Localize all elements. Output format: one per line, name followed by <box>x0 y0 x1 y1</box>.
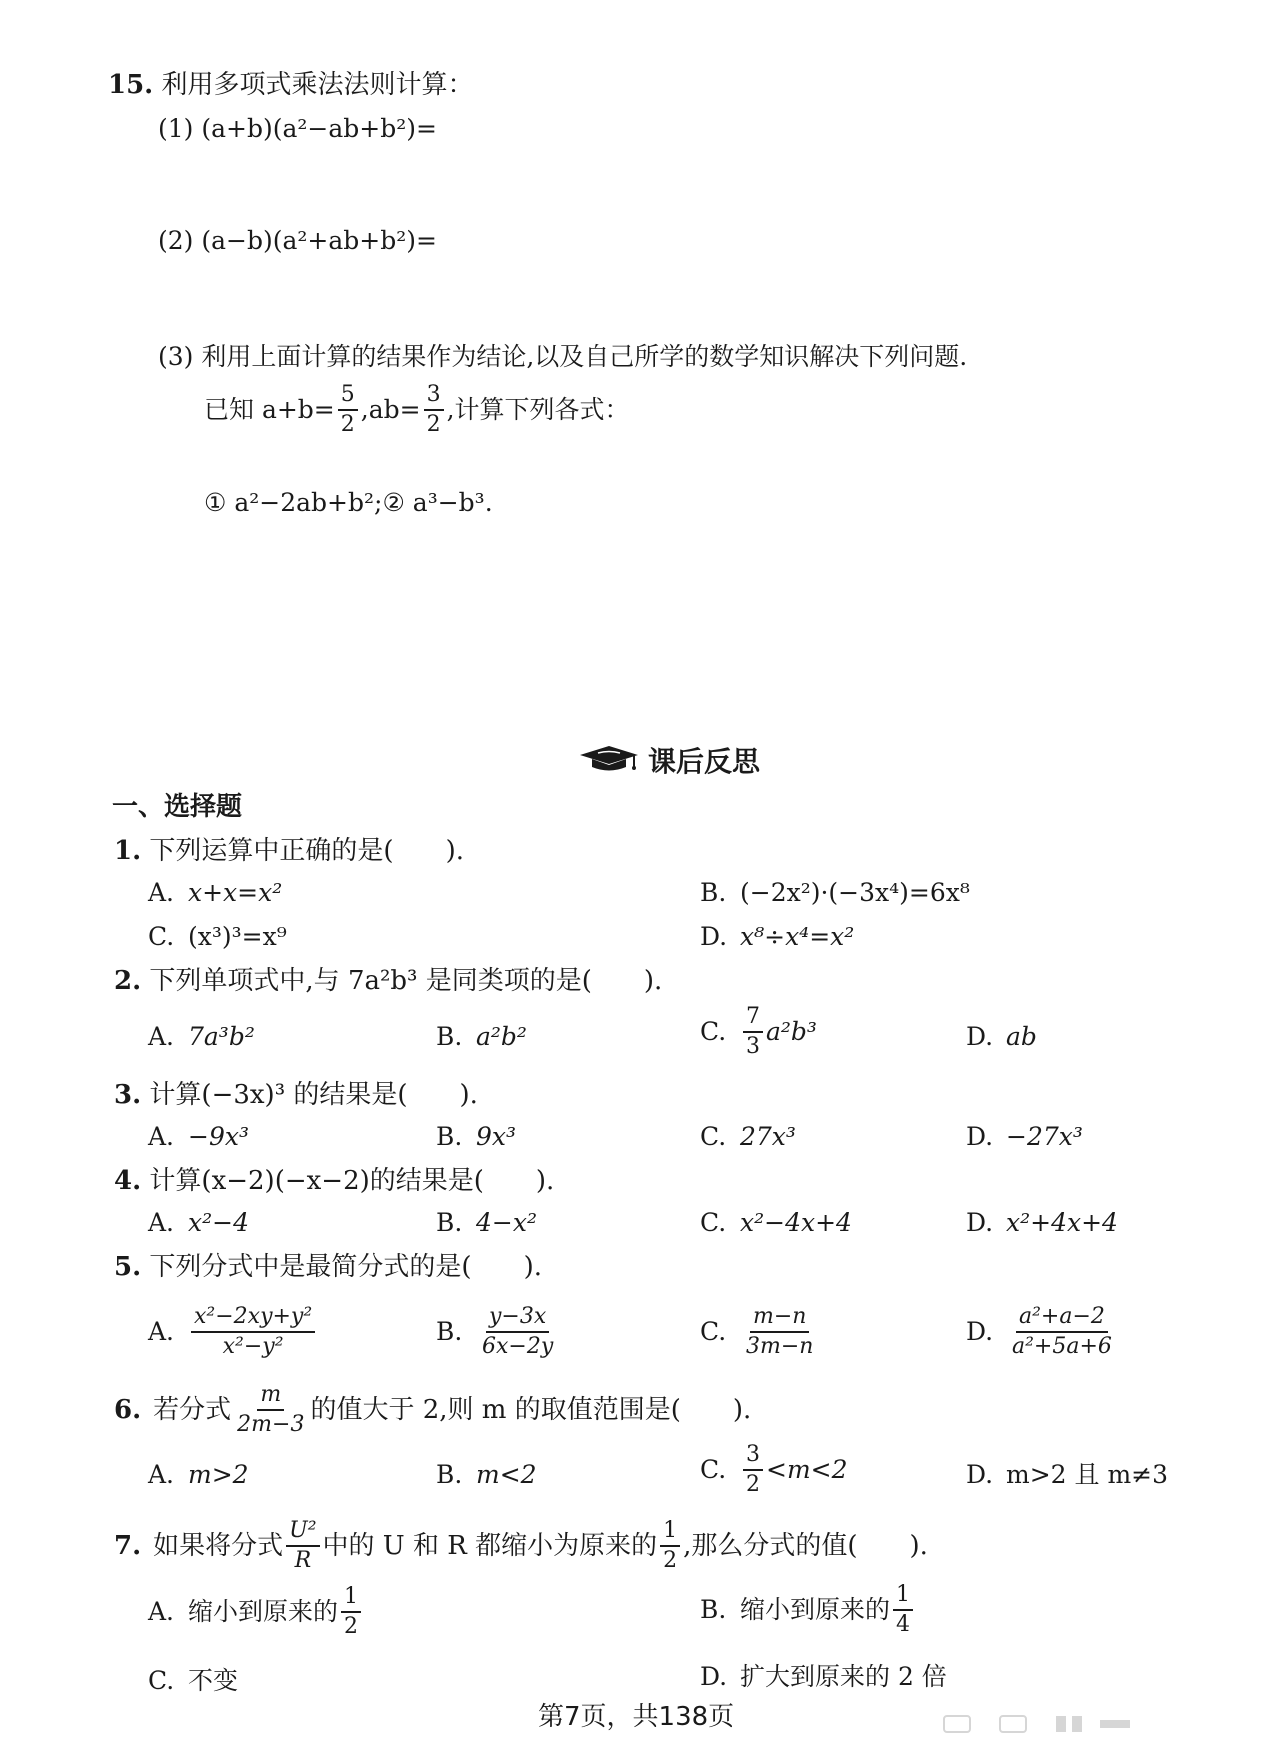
given-mid: ,ab= <box>360 395 421 424</box>
fraction-denominator: 2 <box>340 412 355 437</box>
fraction-m-over-2m-3 <box>234 1384 307 1436</box>
q7-option-c <box>148 1664 238 1698</box>
q5-option-c <box>700 1306 819 1358</box>
fraction-numerator: 1 <box>893 1584 913 1611</box>
fraction-numerator: 1 <box>341 1586 361 1613</box>
option-label: C. <box>700 1455 727 1484</box>
q2-option-b <box>436 1020 527 1054</box>
fraction-numerator: 5 <box>338 384 358 411</box>
fraction-option-a <box>191 1306 315 1358</box>
q4-option-b <box>436 1206 537 1240</box>
q7-option-a <box>148 1586 364 1638</box>
q5-option-b <box>436 1306 559 1358</box>
q7-option-d <box>700 1660 947 1694</box>
given-suffix: ,计算下列各式： <box>446 395 630 424</box>
q3-option-d <box>966 1120 1083 1154</box>
option-label: C. <box>700 1017 727 1046</box>
q4-option-a <box>148 1206 249 1240</box>
option-text: 不变 <box>188 1666 239 1695</box>
fraction-numerator: m−n <box>750 1306 809 1333</box>
fraction-denominator: 3 <box>746 1034 760 1059</box>
question-stem: 计算(−3x)³ 的结果是( ). <box>149 1080 478 1110</box>
option-label: B. <box>436 1460 463 1489</box>
section-heading <box>578 740 760 780</box>
q3-option-a <box>148 1120 249 1154</box>
option-label: C. <box>700 1317 727 1346</box>
option-label: B. <box>436 1208 463 1237</box>
fraction-5-2 <box>338 384 358 436</box>
q1-option-d <box>700 920 854 954</box>
option-text: 缩小到原来的 <box>740 1595 891 1624</box>
question-number: 3. <box>114 1080 142 1110</box>
option-label: B. <box>700 1595 727 1624</box>
option-text: x²−4x+4 <box>740 1208 852 1237</box>
fraction-option-c <box>743 1306 816 1358</box>
option-label: C. <box>148 1666 175 1695</box>
q15-part-2: (2) (a−b)(a²+ab+b²)= <box>158 226 437 255</box>
q1-option-b <box>700 876 970 910</box>
stem-suffix: 的值大于 2,则 m 的取值范围是( ). <box>310 1395 752 1425</box>
option-label: A. <box>148 1022 175 1051</box>
question-stem: 下列分式中是最简分式的是( ). <box>149 1252 542 1282</box>
option-text: 扩大到原来的 2 倍 <box>740 1662 947 1691</box>
option-label: C. <box>700 1122 727 1151</box>
fraction-numerator: 3 <box>743 1444 763 1471</box>
fraction-numerator: x²−2xy+y² <box>191 1306 315 1333</box>
option-label: A. <box>148 1317 175 1346</box>
option-text: m>2 且 m≠3 <box>1006 1460 1169 1489</box>
fraction-option-b <box>479 1306 556 1358</box>
question-number: 5. <box>114 1252 142 1282</box>
question-5 <box>114 1250 542 1284</box>
fraction-denominator: x²−y² <box>222 1334 284 1359</box>
q3-option-c <box>700 1120 796 1154</box>
option-text: m>2 <box>188 1460 249 1489</box>
fraction-numerator: U² <box>286 1520 319 1547</box>
fraction-numerator: 3 <box>424 384 444 411</box>
question-number: 1. <box>114 836 142 866</box>
fraction-denominator: 4 <box>896 1612 911 1637</box>
option-label: A. <box>148 1208 175 1237</box>
question-stem: 计算(x−2)(−x−2)的结果是( ). <box>149 1166 555 1196</box>
watermark-icons <box>940 1712 1140 1740</box>
option-label: D. <box>966 1317 994 1346</box>
fraction-3-2 <box>424 384 444 436</box>
option-label: D. <box>700 1662 728 1691</box>
question-15 <box>108 68 474 102</box>
q1-option-c <box>148 920 287 954</box>
option-text: (x³)³=x⁹ <box>188 922 287 951</box>
option-text: ab <box>1006 1022 1037 1051</box>
question-number: 4. <box>114 1166 142 1196</box>
option-text: −27x³ <box>1006 1122 1083 1151</box>
fraction-numerator: 1 <box>660 1520 680 1547</box>
option-text: <m<2 <box>766 1455 848 1484</box>
fraction-numerator: m <box>257 1384 284 1411</box>
q15-items: ① a²−2ab+b²;② a³−b³. <box>204 488 493 517</box>
q6-option-c <box>700 1444 848 1496</box>
fraction-denominator: a²+5a+6 <box>1012 1334 1112 1359</box>
option-text: m<2 <box>476 1460 537 1489</box>
option-label: D. <box>966 1022 994 1051</box>
stem-mid: 中的 U 和 R 都缩小为原来的 <box>322 1531 658 1561</box>
q5-option-d <box>966 1306 1118 1358</box>
option-text: x⁸÷x⁴=x² <box>740 922 855 951</box>
fraction-denominator: 6x−2y <box>482 1334 554 1359</box>
option-text: x²−4 <box>188 1208 249 1237</box>
graduation-cap-icon <box>578 743 640 777</box>
option-label: A. <box>148 1122 175 1151</box>
option-label: B. <box>436 1122 463 1151</box>
question-number: 2. <box>114 966 142 996</box>
q15-part-3: (3) 利用上面计算的结果作为结论,以及自己所学的数学知识解决下列问题. <box>158 342 968 371</box>
question-number: 15. <box>108 70 154 100</box>
option-text: x+x=x² <box>188 878 283 907</box>
fraction-3-2 <box>743 1444 763 1496</box>
q3-option-b <box>436 1120 516 1154</box>
fraction-denominator: 3m−n <box>746 1334 814 1359</box>
section-subtitle: 一、选择题 <box>112 792 243 822</box>
question-stem: 下列运算中正确的是( ). <box>149 836 464 866</box>
q2-option-d <box>966 1020 1037 1054</box>
q6-option-d <box>966 1458 1168 1492</box>
option-label: A. <box>148 878 175 907</box>
q2-option-a <box>148 1020 255 1054</box>
fraction-numerator: a²+a−2 <box>1016 1306 1108 1333</box>
question-7 <box>114 1520 928 1572</box>
option-text: 4−x² <box>476 1208 537 1237</box>
option-label: A. <box>148 1597 175 1626</box>
option-label: C. <box>700 1208 727 1237</box>
option-text: −9x³ <box>188 1122 249 1151</box>
fraction-1-2 <box>660 1520 680 1572</box>
question-3 <box>114 1078 478 1112</box>
option-label: A. <box>148 1460 175 1489</box>
q5-option-a <box>148 1306 318 1358</box>
option-text: 9x³ <box>476 1122 517 1151</box>
fraction-numerator: y−3x <box>486 1306 549 1333</box>
q6-option-b <box>436 1458 537 1492</box>
q1-option-a <box>148 876 282 910</box>
q2-option-c <box>700 1006 817 1058</box>
option-text: x²+4x+4 <box>1006 1208 1118 1237</box>
option-label: D. <box>966 1122 994 1151</box>
option-label: B. <box>436 1022 463 1051</box>
option-text: (−2x²)·(−3x⁴)=6x⁸ <box>740 878 970 907</box>
stem-prefix: 如果将分式 <box>153 1531 284 1561</box>
fraction-denominator: 2 <box>344 1614 359 1639</box>
fraction-1-2 <box>341 1586 361 1638</box>
option-text: a²b³ <box>766 1017 817 1046</box>
q6-option-a <box>148 1458 249 1492</box>
option-label: B. <box>700 878 727 907</box>
option-label: D. <box>700 922 728 951</box>
fraction-denominator: 2 <box>426 412 441 437</box>
fraction-denominator: 2 <box>663 1548 678 1573</box>
question-stem: 下列单项式中,与 7a²b³ 是同类项的是( ). <box>149 966 663 996</box>
q4-option-c <box>700 1206 852 1240</box>
q15-part-1: (1) (a+b)(a²−ab+b²)= <box>158 114 437 143</box>
q15-given <box>204 384 630 436</box>
section-title: 课后反思 <box>648 745 761 778</box>
option-text: a²b² <box>476 1022 527 1051</box>
page-footer: 第7页，共138页 <box>538 1702 735 1732</box>
fraction-option-d <box>1009 1306 1115 1358</box>
question-4 <box>114 1164 554 1198</box>
question-2 <box>114 964 662 998</box>
fraction-denominator: 2m−3 <box>237 1412 305 1437</box>
question-number: 7. <box>114 1531 142 1561</box>
option-label: D. <box>966 1460 994 1489</box>
option-label: D. <box>966 1208 994 1237</box>
question-number: 6. <box>114 1395 142 1425</box>
question-1 <box>114 834 464 868</box>
fraction-denominator: 2 <box>746 1472 760 1497</box>
option-label: C. <box>148 922 175 951</box>
q4-option-d <box>966 1206 1118 1240</box>
question-stem: 利用多项式乘法法则计算： <box>161 70 474 100</box>
question-6 <box>114 1384 751 1436</box>
fraction-1-4 <box>893 1584 913 1636</box>
stem-suffix: ,那么分式的值( ). <box>683 1531 928 1561</box>
fraction-denominator: R <box>294 1548 312 1573</box>
option-text: 缩小到原来的 <box>188 1597 339 1626</box>
option-text: 7a³b² <box>188 1022 255 1051</box>
given-prefix: 已知 a+b= <box>204 395 335 424</box>
q7-option-b <box>700 1584 916 1636</box>
fraction-numerator: 7 <box>743 1006 763 1033</box>
fraction-u2-over-r <box>286 1520 319 1572</box>
stem-prefix: 若分式 <box>153 1395 232 1425</box>
option-label: B. <box>436 1317 463 1346</box>
fraction-7-3 <box>743 1006 763 1058</box>
option-text: 27x³ <box>740 1122 796 1151</box>
